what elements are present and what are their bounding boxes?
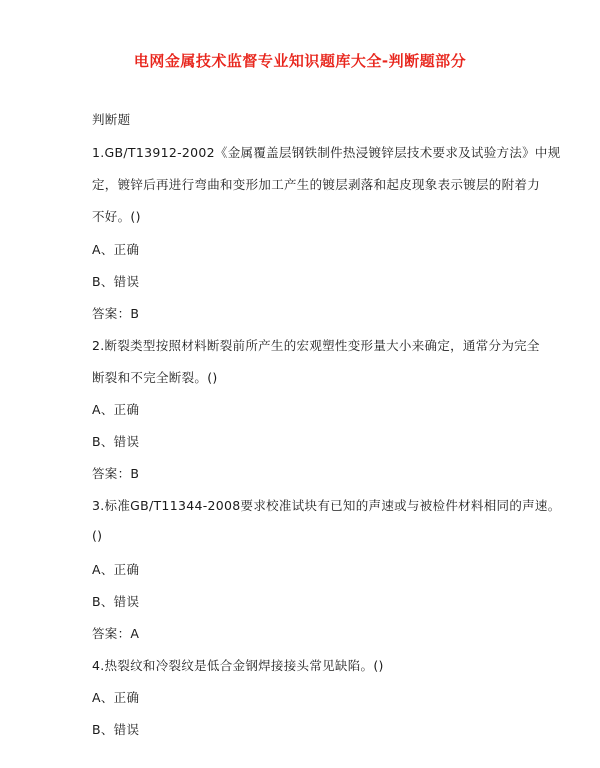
question-3-stem-line-2: ()	[92, 528, 103, 543]
section-label: 判断题	[92, 112, 131, 127]
question-2-option-a: A、正确	[92, 402, 140, 417]
question-2-answer: 答案：B	[92, 466, 140, 481]
question-2-option-b: B、错误	[92, 434, 140, 449]
question-1-stem-line-2: 定，镀锌后再进行弯曲和变形加工产生的镀层剥落和起皮现象表示镀层的附着力	[92, 177, 541, 192]
question-4-stem-line-1: 4.热裂纹和冷裂纹是低合金钢焊接接头常见缺陷。()	[92, 658, 384, 673]
question-1-option-a: A、正确	[92, 242, 140, 257]
question-1-option-b: B、错误	[92, 274, 140, 289]
question-1-stem-line-1: 1.GB/T13912-2002《金属覆盖层钢铁制件热浸镀锌层技术要求及试验方法》中规	[92, 145, 561, 160]
document-title: 电网金属技术监督专业知识题库大全-判断题部分	[133, 52, 467, 70]
question-4-option-b: B、错误	[92, 722, 140, 737]
question-1-stem-line-3: 不好。()	[92, 209, 141, 224]
question-3-stem-line-1: 3.标准GB/T11344-2008要求校准试块有已知的声速或与被检件材料相同的声速。	[92, 498, 561, 513]
question-1-answer: 答案：B	[92, 306, 140, 321]
question-2-stem-line-1: 2.断裂类型按照材料断裂前所产生的宏观塑性变形量大小来确定，通常分为完全	[92, 338, 540, 353]
question-3-answer: 答案：A	[92, 626, 140, 641]
question-2-stem-line-2: 断裂和不完全断裂。()	[92, 370, 218, 385]
question-4-option-a: A、正确	[92, 690, 140, 705]
question-3-option-b: B、错误	[92, 594, 140, 609]
question-3-option-a: A、正确	[92, 562, 140, 577]
